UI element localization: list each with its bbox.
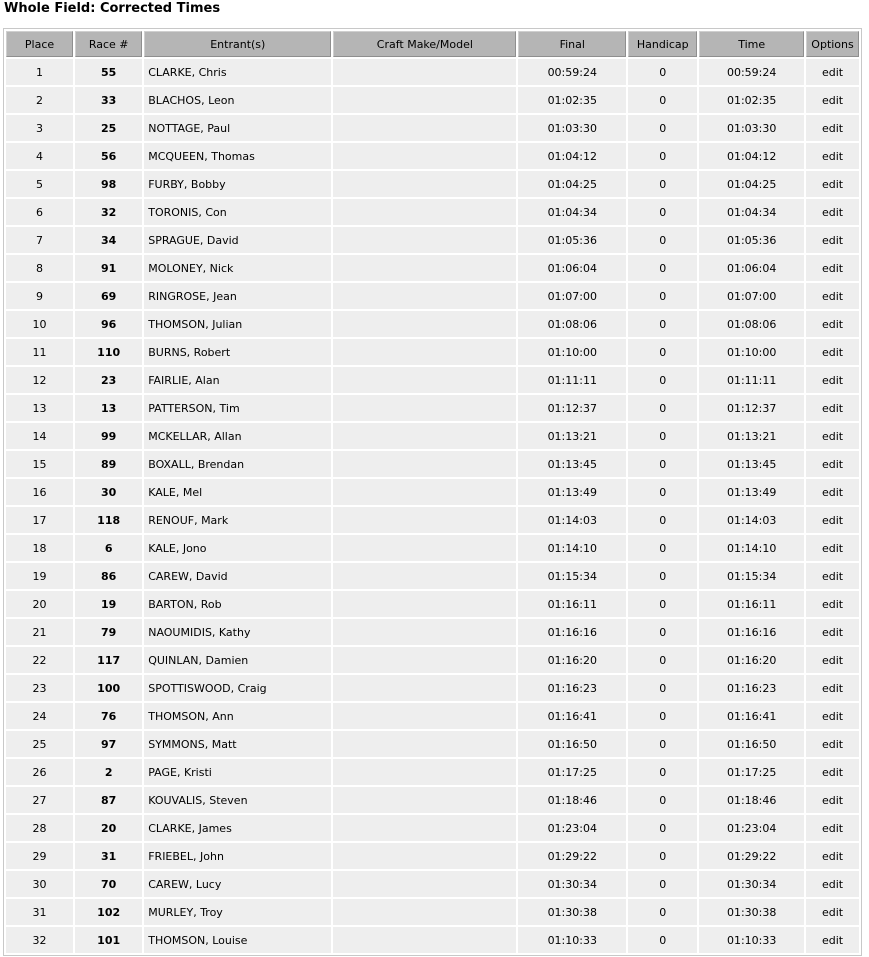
place-cell: 17 [6,507,73,533]
place-cell: 11 [6,339,73,365]
place-cell: 7 [6,227,73,253]
entrant-cell: SPRAGUE, David [144,227,331,253]
race-number-cell: 13 [75,395,142,421]
place-cell: 24 [6,703,73,729]
table-row [6,591,859,617]
handicap-cell: 0 [628,87,697,113]
final-time-cell: 01:04:25 [518,171,626,197]
column-header-final[interactable]: Final [518,31,626,57]
final-time-cell: 01:16:11 [518,591,626,617]
entrant-cell: QUINLAN, Damien [144,647,331,673]
edit-link[interactable]: edit [806,479,859,505]
race-number-cell: 97 [75,731,142,757]
place-cell: 27 [6,787,73,813]
place-cell: 1 [6,59,73,85]
table-row [6,507,859,533]
corrected-time-cell: 01:04:25 [699,171,804,197]
entrant-cell: RINGROSE, Jean [144,283,331,309]
entrant-cell: BURNS, Robert [144,339,331,365]
table-row [6,171,859,197]
edit-link[interactable]: edit [806,675,859,701]
craft-cell [333,591,516,617]
corrected-time-cell: 01:15:34 [699,563,804,589]
place-cell: 31 [6,899,73,925]
final-time-cell: 01:10:33 [518,927,626,953]
entrant-cell: KOUVALIS, Steven [144,787,331,813]
column-header-handicap[interactable]: Handicap [628,31,697,57]
race-number-cell: 110 [75,339,142,365]
corrected-time-cell: 01:30:34 [699,871,804,897]
table-row [6,731,859,757]
handicap-cell: 0 [628,731,697,757]
race-number-cell: 32 [75,199,142,225]
craft-cell [333,367,516,393]
corrected-time-cell: 01:29:22 [699,843,804,869]
race-number-cell: 25 [75,115,142,141]
final-time-cell: 01:15:34 [518,563,626,589]
race-number-cell: 87 [75,787,142,813]
table-row [6,843,859,869]
corrected-time-cell: 01:12:37 [699,395,804,421]
edit-link[interactable]: edit [806,367,859,393]
race-number-cell: 96 [75,311,142,337]
entrant-cell: MCQUEEN, Thomas [144,143,331,169]
place-cell: 13 [6,395,73,421]
final-time-cell: 01:16:23 [518,675,626,701]
final-time-cell: 01:23:04 [518,815,626,841]
race-number-cell: 79 [75,619,142,645]
edit-link[interactable]: edit [806,703,859,729]
final-time-cell: 01:11:11 [518,367,626,393]
handicap-cell: 0 [628,815,697,841]
handicap-cell: 0 [628,787,697,813]
handicap-cell: 0 [628,143,697,169]
handicap-cell: 0 [628,367,697,393]
entrant-cell: CAREW, David [144,563,331,589]
corrected-time-cell: 01:30:38 [699,899,804,925]
place-cell: 8 [6,255,73,281]
craft-cell [333,199,516,225]
corrected-time-cell: 01:11:11 [699,367,804,393]
place-cell: 18 [6,535,73,561]
final-time-cell: 01:14:10 [518,535,626,561]
entrant-cell: FRIEBEL, John [144,843,331,869]
final-time-cell: 01:03:30 [518,115,626,141]
entrant-cell: BLACHOS, Leon [144,87,331,113]
edit-link[interactable]: edit [806,815,859,841]
race-number-cell: 89 [75,451,142,477]
handicap-cell: 0 [628,591,697,617]
craft-cell [333,255,516,281]
edit-link[interactable]: edit [806,199,859,225]
craft-cell [333,703,516,729]
edit-link[interactable]: edit [806,871,859,897]
corrected-time-cell: 01:02:35 [699,87,804,113]
edit-link[interactable]: edit [806,171,859,197]
table-row [6,759,859,785]
place-cell: 25 [6,731,73,757]
handicap-cell: 0 [628,283,697,309]
corrected-time-cell: 01:08:06 [699,311,804,337]
table-row [6,535,859,561]
place-cell: 16 [6,479,73,505]
craft-cell [333,843,516,869]
craft-cell [333,815,516,841]
entrant-cell: BOXALL, Brendan [144,451,331,477]
edit-link[interactable]: edit [806,311,859,337]
corrected-time-cell: 01:04:12 [699,143,804,169]
race-number-cell: 55 [75,59,142,85]
race-number-cell: 30 [75,479,142,505]
race-number-cell: 102 [75,899,142,925]
table-row [6,143,859,169]
craft-cell [333,311,516,337]
corrected-time-cell: 01:14:03 [699,507,804,533]
table-row [6,815,859,841]
edit-link[interactable]: edit [806,647,859,673]
edit-link[interactable]: edit [806,339,859,365]
place-cell: 10 [6,311,73,337]
corrected-time-cell: 01:16:41 [699,703,804,729]
page-title: Whole Field: Corrected Times [4,1,221,16]
final-time-cell: 01:18:46 [518,787,626,813]
corrected-time-cell: 01:16:11 [699,591,804,617]
table-row [6,199,859,225]
race-number-cell: 100 [75,675,142,701]
edit-link[interactable]: edit [806,843,859,869]
edit-link[interactable]: edit [806,255,859,281]
entrant-cell: NOTTAGE, Paul [144,115,331,141]
edit-link[interactable]: edit [806,507,859,533]
handicap-cell: 0 [628,199,697,225]
table-row [6,395,859,421]
handicap-cell: 0 [628,507,697,533]
handicap-cell: 0 [628,675,697,701]
race-number-cell: 98 [75,171,142,197]
place-cell: 26 [6,759,73,785]
final-time-cell: 01:16:41 [518,703,626,729]
table-row [6,927,859,953]
place-cell: 4 [6,143,73,169]
edit-link[interactable]: edit [806,619,859,645]
corrected-time-cell: 01:05:36 [699,227,804,253]
edit-link[interactable]: edit [806,451,859,477]
craft-cell [333,143,516,169]
craft-cell [333,451,516,477]
race-number-cell: 76 [75,703,142,729]
results-table [3,28,862,956]
column-header-entrants[interactable]: Entrant(s) [144,31,331,57]
edit-link[interactable]: edit [806,731,859,757]
race-number-cell: 86 [75,563,142,589]
race-number-cell: 99 [75,423,142,449]
entrant-cell: PAGE, Kristi [144,759,331,785]
handicap-cell: 0 [628,479,697,505]
edit-link[interactable]: edit [806,423,859,449]
corrected-time-cell: 01:16:50 [699,731,804,757]
table-row [6,115,859,141]
corrected-time-cell: 01:13:45 [699,451,804,477]
edit-link[interactable]: edit [806,563,859,589]
place-cell: 14 [6,423,73,449]
craft-cell [333,507,516,533]
craft-cell [333,619,516,645]
entrant-cell: MOLONEY, Nick [144,255,331,281]
final-time-cell: 01:16:20 [518,647,626,673]
handicap-cell: 0 [628,619,697,645]
place-cell: 22 [6,647,73,673]
place-cell: 5 [6,171,73,197]
craft-cell [333,115,516,141]
corrected-time-cell: 01:16:16 [699,619,804,645]
race-number-cell: 70 [75,871,142,897]
handicap-cell: 0 [628,115,697,141]
corrected-time-cell: 01:16:20 [699,647,804,673]
corrected-time-cell: 01:16:23 [699,675,804,701]
entrant-cell: BARTON, Rob [144,591,331,617]
entrant-cell: FAIRLIE, Alan [144,367,331,393]
craft-cell [333,283,516,309]
final-time-cell: 01:17:25 [518,759,626,785]
handicap-cell: 0 [628,927,697,953]
craft-cell [333,227,516,253]
place-cell: 12 [6,367,73,393]
place-cell: 20 [6,591,73,617]
craft-cell [333,731,516,757]
place-cell: 3 [6,115,73,141]
handicap-cell: 0 [628,171,697,197]
handicap-cell: 0 [628,255,697,281]
column-header-race-number[interactable]: Race # [75,31,142,57]
corrected-time-cell: 01:14:10 [699,535,804,561]
race-number-cell: 33 [75,87,142,113]
entrant-cell: KALE, Jono [144,535,331,561]
craft-cell [333,675,516,701]
table-row [6,479,859,505]
handicap-cell: 0 [628,227,697,253]
table-row [6,619,859,645]
race-number-cell: 19 [75,591,142,617]
entrant-cell: MCKELLAR, Allan [144,423,331,449]
edit-link[interactable]: edit [806,899,859,925]
final-time-cell: 01:04:12 [518,143,626,169]
handicap-cell: 0 [628,311,697,337]
handicap-cell: 0 [628,451,697,477]
final-time-cell: 00:59:24 [518,59,626,85]
corrected-time-cell: 01:18:46 [699,787,804,813]
final-time-cell: 01:13:21 [518,423,626,449]
race-number-cell: 6 [75,535,142,561]
entrant-cell: SYMMONS, Matt [144,731,331,757]
table-row [6,87,859,113]
final-time-cell: 01:13:49 [518,479,626,505]
race-number-cell: 91 [75,255,142,281]
table-row [6,339,859,365]
craft-cell [333,535,516,561]
craft-cell [333,339,516,365]
table-row [6,227,859,253]
entrant-cell: THOMSON, Julian [144,311,331,337]
edit-link[interactable]: edit [806,591,859,617]
corrected-time-cell: 01:10:33 [699,927,804,953]
place-cell: 2 [6,87,73,113]
entrant-cell: KALE, Mel [144,479,331,505]
place-cell: 29 [6,843,73,869]
handicap-cell: 0 [628,423,697,449]
final-time-cell: 01:08:06 [518,311,626,337]
entrant-cell: CAREW, Lucy [144,871,331,897]
handicap-cell: 0 [628,843,697,869]
edit-link[interactable]: edit [806,227,859,253]
column-header-options: Options [806,31,859,57]
corrected-time-cell: 01:04:34 [699,199,804,225]
edit-link[interactable]: edit [806,59,859,85]
handicap-cell: 0 [628,759,697,785]
entrant-cell: PATTERSON, Tim [144,395,331,421]
place-cell: 9 [6,283,73,309]
corrected-time-cell: 01:03:30 [699,115,804,141]
table-row [6,59,859,85]
craft-cell [333,871,516,897]
race-number-cell: 2 [75,759,142,785]
place-cell: 28 [6,815,73,841]
entrant-cell: NAOUMIDIS, Kathy [144,619,331,645]
race-number-cell: 117 [75,647,142,673]
craft-cell [333,787,516,813]
entrant-cell: CLARKE, Chris [144,59,331,85]
corrected-time-cell: 01:23:04 [699,815,804,841]
corrected-time-cell: 00:59:24 [699,59,804,85]
final-time-cell: 01:05:36 [518,227,626,253]
place-cell: 30 [6,871,73,897]
craft-cell [333,927,516,953]
handicap-cell: 0 [628,563,697,589]
edit-link[interactable]: edit [806,759,859,785]
craft-cell [333,759,516,785]
race-number-cell: 56 [75,143,142,169]
craft-cell [333,423,516,449]
final-time-cell: 01:30:38 [518,899,626,925]
craft-cell [333,647,516,673]
craft-cell [333,395,516,421]
handicap-cell: 0 [628,339,697,365]
table-row [6,311,859,337]
race-number-cell: 23 [75,367,142,393]
race-number-cell: 34 [75,227,142,253]
table-row [6,647,859,673]
corrected-time-cell: 01:13:49 [699,479,804,505]
table-row [6,563,859,589]
place-cell: 15 [6,451,73,477]
edit-link[interactable]: edit [806,535,859,561]
column-header-time[interactable]: Time [699,31,804,57]
table-row [6,675,859,701]
craft-cell [333,59,516,85]
corrected-time-cell: 01:10:00 [699,339,804,365]
entrant-cell: RENOUF, Mark [144,507,331,533]
edit-link[interactable]: edit [806,87,859,113]
final-time-cell: 01:14:03 [518,507,626,533]
final-time-cell: 01:30:34 [518,871,626,897]
column-header-place[interactable]: Place [6,31,73,57]
table-row [6,283,859,309]
entrant-cell: THOMSON, Ann [144,703,331,729]
handicap-cell: 0 [628,871,697,897]
table-row [6,255,859,281]
final-time-cell: 01:10:00 [518,339,626,365]
column-header-craft[interactable]: Craft Make/Model [333,31,516,57]
corrected-time-cell: 01:17:25 [699,759,804,785]
corrected-time-cell: 01:13:21 [699,423,804,449]
header-row [6,31,859,57]
craft-cell [333,899,516,925]
race-number-cell: 31 [75,843,142,869]
final-time-cell: 01:16:16 [518,619,626,645]
entrant-cell: CLARKE, James [144,815,331,841]
final-time-cell: 01:06:04 [518,255,626,281]
place-cell: 32 [6,927,73,953]
entrant-cell: FURBY, Bobby [144,171,331,197]
edit-link[interactable]: edit [806,143,859,169]
handicap-cell: 0 [628,395,697,421]
final-time-cell: 01:16:50 [518,731,626,757]
entrant-cell: MURLEY, Troy [144,899,331,925]
table-row [6,367,859,393]
handicap-cell: 0 [628,647,697,673]
corrected-time-cell: 01:07:00 [699,283,804,309]
edit-link[interactable]: edit [806,115,859,141]
final-time-cell: 01:12:37 [518,395,626,421]
edit-link[interactable]: edit [806,787,859,813]
final-time-cell: 01:13:45 [518,451,626,477]
race-number-cell: 20 [75,815,142,841]
handicap-cell: 0 [628,59,697,85]
table-row [6,703,859,729]
corrected-time-cell: 01:06:04 [699,255,804,281]
craft-cell [333,563,516,589]
place-cell: 19 [6,563,73,589]
craft-cell [333,479,516,505]
race-number-cell: 101 [75,927,142,953]
final-time-cell: 01:02:35 [518,87,626,113]
edit-link[interactable]: edit [806,927,859,953]
race-number-cell: 69 [75,283,142,309]
table-row [6,787,859,813]
race-number-cell: 118 [75,507,142,533]
handicap-cell: 0 [628,535,697,561]
place-cell: 21 [6,619,73,645]
entrant-cell: SPOTTISWOOD, Craig [144,675,331,701]
table-row [6,871,859,897]
craft-cell [333,87,516,113]
entrant-cell: THOMSON, Louise [144,927,331,953]
table-row [6,451,859,477]
edit-link[interactable]: edit [806,283,859,309]
place-cell: 23 [6,675,73,701]
final-time-cell: 01:07:00 [518,283,626,309]
handicap-cell: 0 [628,703,697,729]
entrant-cell: TORONIS, Con [144,199,331,225]
craft-cell [333,171,516,197]
table-row [6,423,859,449]
final-time-cell: 01:29:22 [518,843,626,869]
place-cell: 6 [6,199,73,225]
edit-link[interactable]: edit [806,395,859,421]
table-row [6,899,859,925]
handicap-cell: 0 [628,899,697,925]
final-time-cell: 01:04:34 [518,199,626,225]
